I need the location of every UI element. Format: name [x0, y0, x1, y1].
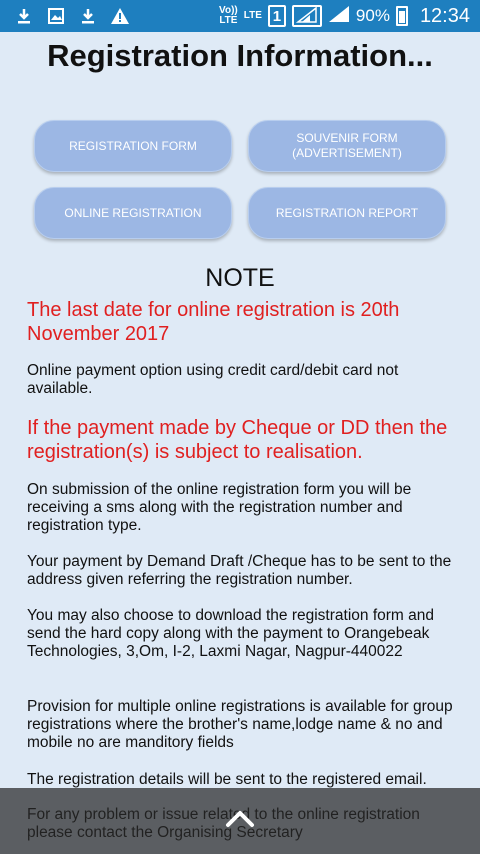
souvenir-form-label: [292, 131, 402, 161]
registration-report-button[interactable]: [248, 187, 446, 239]
registration-form-button[interactable]: [34, 120, 232, 172]
page-title: Registration Information...: [47, 38, 433, 73]
battery-icon: [396, 6, 408, 26]
demand-draft-note: Your payment by Demand Draft /Cheque has to be sent to the address given referring the registration number.: [27, 553, 452, 588]
note-heading: NOTE: [205, 264, 275, 292]
lte-indicator: LTE: [243, 10, 262, 21]
clock: 12:34: [419, 4, 470, 27]
email-details-note: The registration details will be sent to the registered email.: [27, 771, 427, 788]
download-icon: [14, 6, 34, 26]
last-date-note: The last date for online registration is 20th November 2017: [27, 299, 400, 345]
download-option-note: You may also choose to download the registration form and send the hard copy along with the payment to Orangebeak Technologies, 3,Om, I-2, Laxmi Nagar, Nagpur-440022: [27, 607, 434, 660]
sms-info-note: On submission of the online registration form you will be receiving a sms along with the registration number and registration type.: [27, 481, 412, 534]
sim-slot-badge: 1: [268, 5, 286, 27]
online-payment-note: Online payment option using credit card/debit card not available.: [27, 362, 399, 397]
souvenir-form-button[interactable]: [248, 120, 446, 172]
cheque-dd-note: If the payment made by Cheque or DD then the registration(s) is subject to realisation.: [27, 417, 448, 463]
status-bar: [0, 0, 480, 32]
online-registration-button[interactable]: [34, 187, 232, 239]
chevron-up-icon[interactable]: [224, 806, 256, 830]
warning-icon: [110, 6, 130, 26]
download-icon: [78, 6, 98, 26]
registration-report-label: REGISTRATION REPORT: [275, 205, 419, 220]
image-icon: [46, 6, 66, 26]
souvenir-form-label-line2: (ADVERTISEMENT): [292, 146, 402, 160]
signal-icon: [292, 5, 322, 27]
online-registration-label: ONLINE REGISTRATION: [64, 205, 202, 220]
registration-form-label: REGISTRATION FORM: [69, 138, 197, 153]
multiple-registrations-note: Provision for multiple online registrations is available for group registrations where the brother's name,lodge name & no and mobile no are manditory fields: [27, 698, 453, 751]
signal-icon: [328, 5, 350, 28]
battery-percent: 90%: [355, 6, 390, 25]
souvenir-form-label-line1: SOUVENIR FORM: [296, 131, 398, 145]
volte-indicator: Vo)) LTE: [219, 5, 238, 26]
